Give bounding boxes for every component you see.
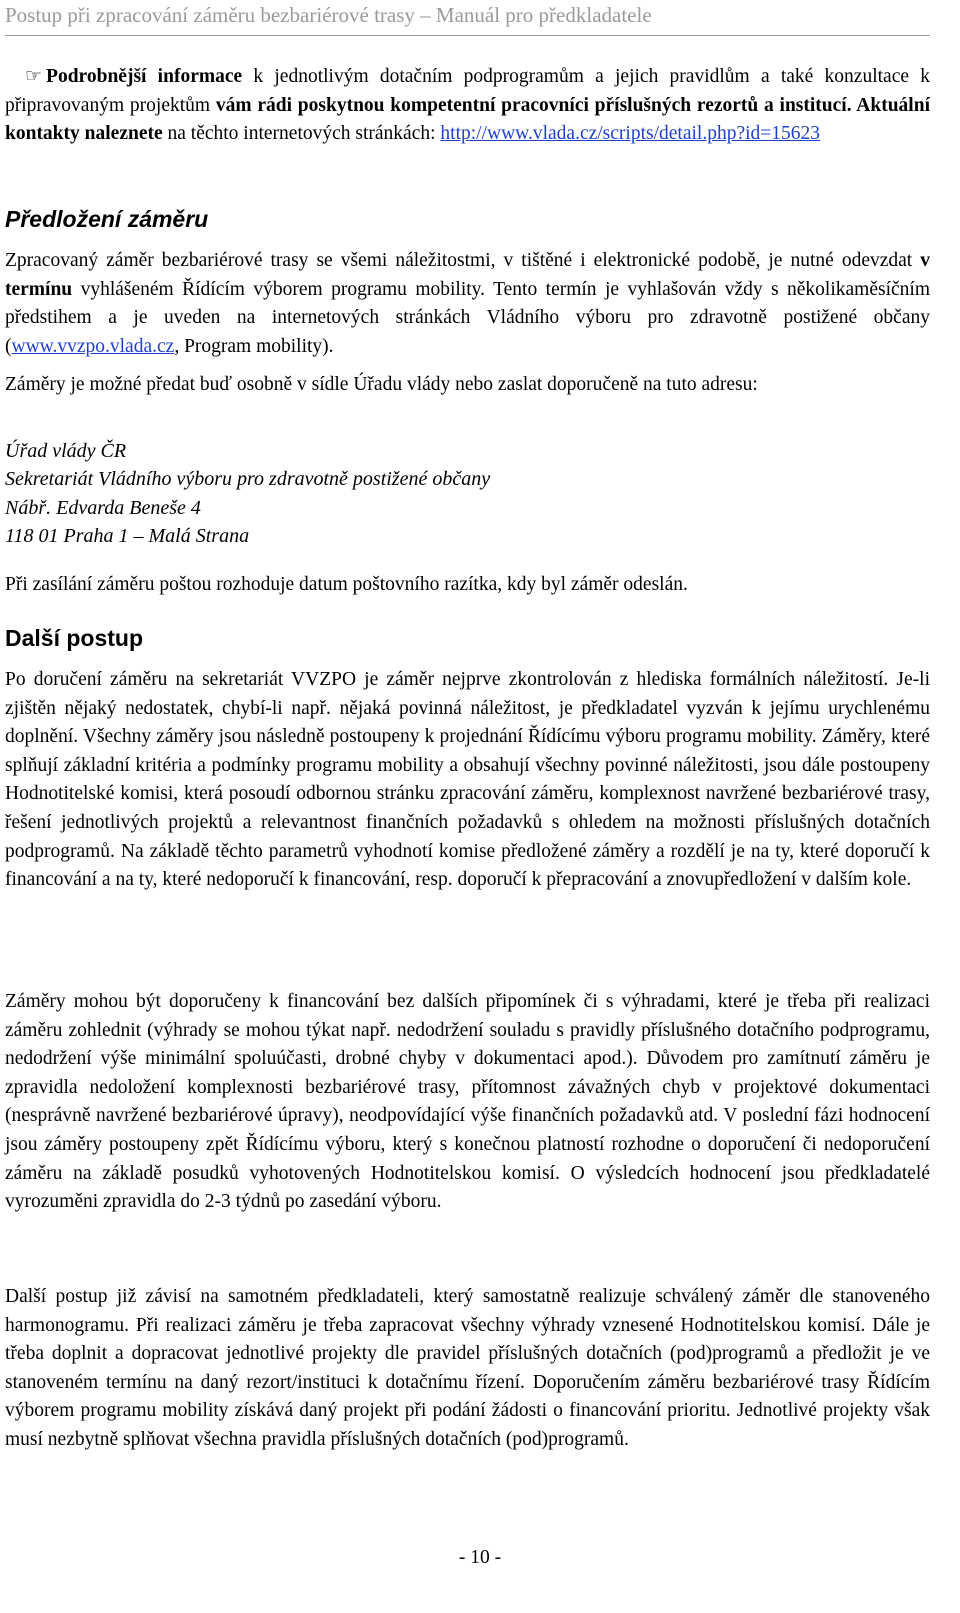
address-line-2: Sekretariát Vládního výboru pro zdravotně postižené občany (5, 468, 491, 491)
address-block (5, 437, 930, 551)
info-bold-2: vám rádi poskytnou kompetentní pracovníci příslušných rezortů a institucí. Aktuální kontakty naleznete (5, 94, 930, 145)
next-steps-paragraph-2 (5, 988, 930, 1217)
next-steps-paragraph-3 (5, 1283, 930, 1455)
pointing-hand-icon: ☞ (25, 65, 43, 87)
s1p1-bold: v termínu (5, 250, 930, 300)
s1p3-text: Při zasílání záměru poštou rozhoduje datum poštovního razítka, kdy byl záměr odeslán. (5, 574, 688, 595)
vvzpo-link[interactable]: www.vvzpo.vlada.cz (11, 335, 175, 357)
address-line-1: Úřad vlády ČR (5, 440, 127, 462)
s1p1-text-3: , Program mobility). (174, 335, 334, 357)
s2p3-text: Další postup již závisí na samotném předkladateli, který samostatně realizuje schválený záměr dle stanoveného harmonogramu. Při realizaci záměru je třeba zapracovat všechny výhrady vznesené Hodnotitelskou komisí. Dále je třeba doplnit a dopracovat jednotlivé projekty dle pravidel příslušných dotačních (pod)programů a předložit je ve stanoveném termínu na daný rezort/instituci k dotačnímu řízení. Doporučením záměru bezbariérové trasy Řídícím výborem programu mobility získává daný projekt při podání žádosti o financování prioritu. Jednotlivé projekty však musí nezbytně splňovat všechna pravidla příslušných dotačních (pod)programů. (5, 1286, 930, 1450)
running-header: Postup při zpracování záměru bezbariérové trasy – Manuál pro předkladatele (5, 3, 652, 27)
s2p2-text: Záměry mohou být doporučeny k financování bez dalších připomínek či s výhradami, které je třeba při realizaci záměru zohlednit (výhrady se mohou týkat např. nedodržení souladu s pravidly příslušného dotačního podprogramu, nedodržení výše minimální spoluúčasti, drobné chyby v dokumentaci apod.). Důvodem pro zamítnutí záměru je zpravidla nedoložení komplexnosti bezbariérové trasy, přítomnost závažných chyb v projektové dokumentaci (nesprávně navržené bezbariérové úpravy), neodpovídající výše finančních požadavků atd. V poslední fázi hodnocení jsou záměry postoupeny zpět Řídícímu výboru, který s konečnou platností rozhodne o doporučení či nedoporučení záměru na základě posudků vyhotovených Hodnotitelskou komisí. O výsledcích hodnocení jsou předkladatelé vyrozuměni zpravidla do 2-3 týdnů po zasedání výboru. (5, 991, 930, 1213)
address-line-3: Nábř. Edvarda Beneše 4 (5, 496, 201, 519)
info-paragraph (5, 62, 930, 149)
s1p1-text-2: vyhlášeném Řídícím výborem programu mobility. Tento termín je vyhlašován vždy s několikaměsíčním předstihem a je uveden na internetových stránkách Vládního výboru pro zdravotně postižené občany ( (5, 278, 930, 357)
section-heading-next-steps: Další postup (5, 625, 144, 651)
s1p1-text-1: Zpracovaný záměr bezbariérové trasy se všemi náležitostmi, v tištěné i elektronické podobě, je nutné odevzdat (5, 250, 921, 271)
next-steps-paragraph-1 (5, 666, 930, 895)
section-heading-submission: Předložení záměru (5, 206, 209, 232)
page-number: - 10 - (458, 1547, 502, 1568)
submission-paragraph-2 (5, 371, 930, 400)
s2p1-text: Po doručení záměru na sekretariát VVZPO je záměr nejprve zkontrolován z hlediska formálních náležitostí. Je-li zjištěn nějaký nedostatek, chybí-li např. nějaká povinná náležitost, je předkladatel vyzván k jejímu urychlenému doplnění. Všechny záměry jsou následně postoupeny k projednání Řídícímu výboru programu mobility. Záměry, které splňují základní kritéria a podmínky programu mobility a obsahují všechny povinné náležitosti, jsou dále postoupeny Hodnotitelské komisi, která posoudí odbornou stránku zpracování záměru, komplexnost navržené bezbariérové trasy, řešení jednotlivých projektů a relevantnost finančních požadavků s ohledem na možnosti příslušných dotačních podprogramů. Na základě těchto parametrů vyhodnotí komise předložené záměry a rozdělí je na ty, které doporučí k financování a na ty, které nedoporučí k financování, resp. doporučí k přepracování a znovupředložení v dalším kole. (5, 669, 930, 891)
address-line-4: 118 01 Praha 1 – Malá Strana (5, 525, 250, 548)
submission-paragraph-1 (5, 247, 930, 361)
info-text-1: k jednotlivým dotačním podprogramům a jejich pravidlům a také konzultace k připravovaným projektům (5, 66, 930, 116)
header-divider (5, 35, 930, 36)
submission-paragraph-3 (5, 571, 930, 600)
info-text-2: na těchto internetových stránkách: (162, 123, 441, 145)
s1p2-text: Záměry je možné předat buď osobně v sídle Úřadu vlády nebo zaslat doporučeně na tuto adresu: (5, 374, 758, 395)
info-bold-1: Podrobnější informace (46, 66, 243, 87)
info-link[interactable]: http://www.vlada.cz/scripts/detail.php?id=15623 (440, 123, 821, 145)
